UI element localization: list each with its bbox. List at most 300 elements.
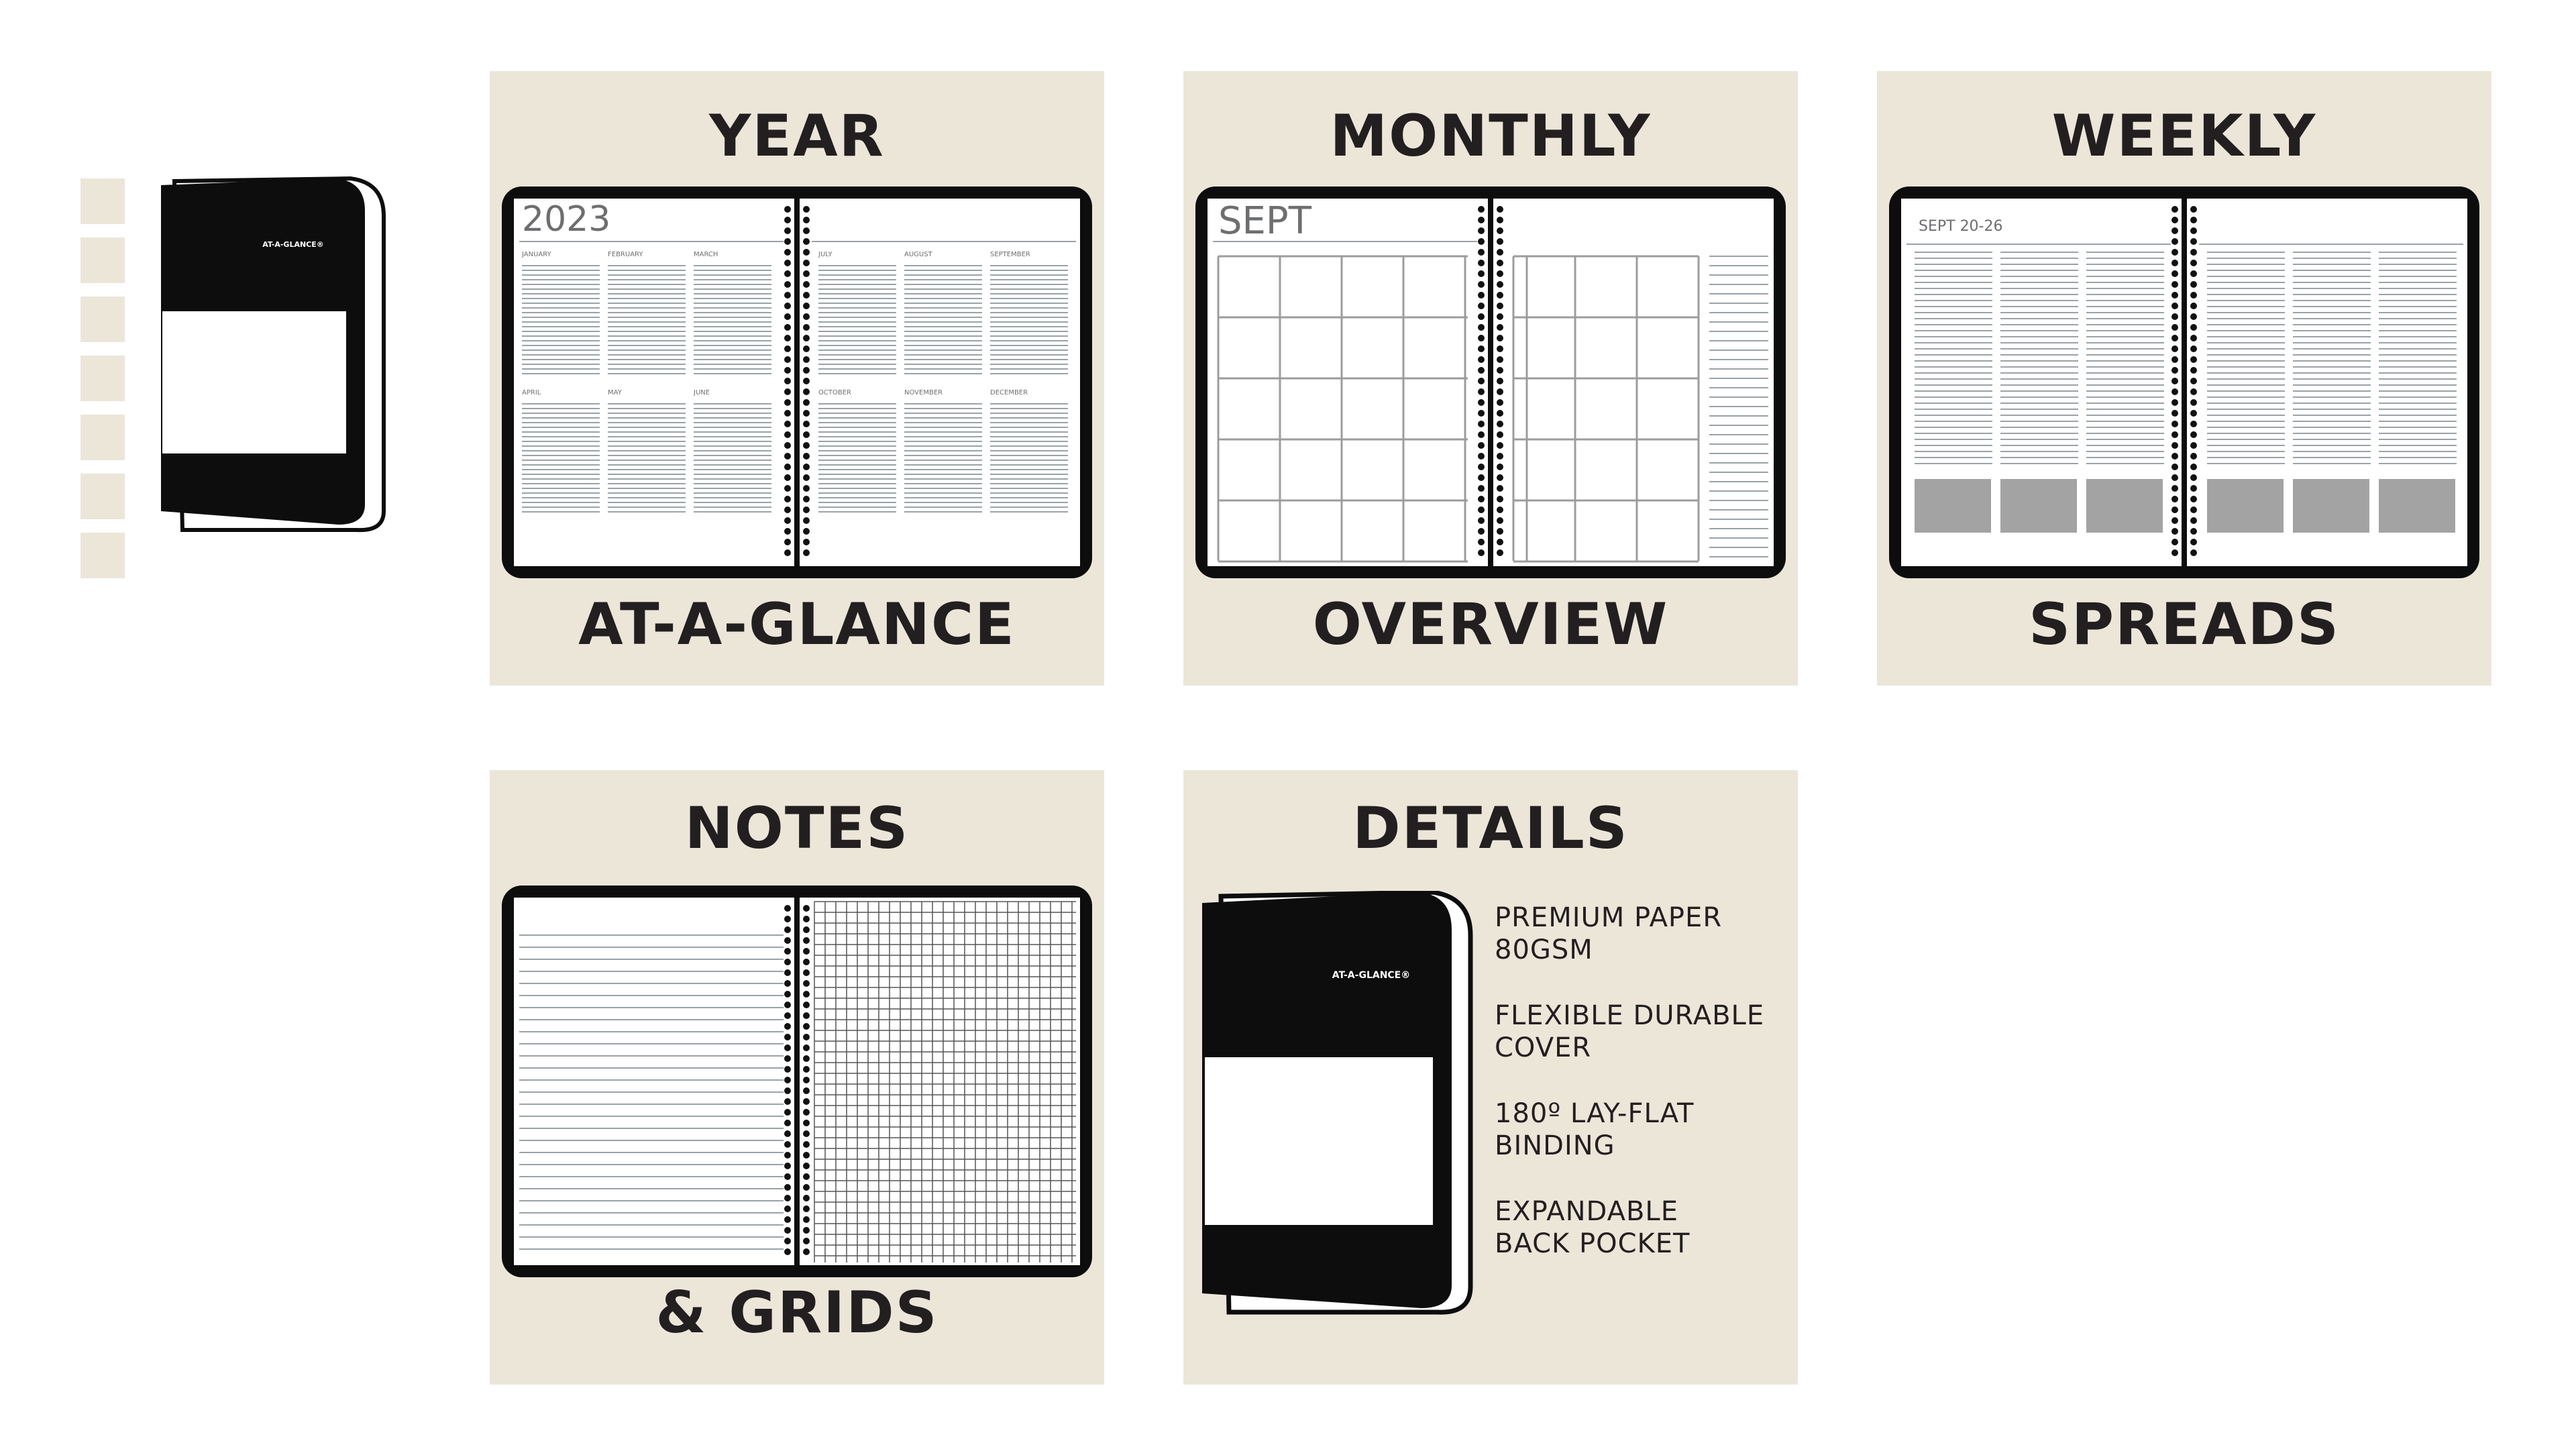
- panel-subtitle: SPREADS: [2029, 591, 2340, 658]
- spiral-ring: [803, 1184, 810, 1191]
- spiral-ring: [2171, 335, 2178, 341]
- spiral-ring: [803, 980, 810, 987]
- panel-subtitle: & GRIDS: [655, 1279, 938, 1346]
- spiral-ring: [784, 1066, 791, 1073]
- spiral-ring: [803, 549, 810, 556]
- spiral-ring: [1478, 335, 1485, 341]
- panel-notes[interactable]: [490, 770, 1104, 1385]
- spiral-ring: [803, 367, 810, 374]
- day-block: [2293, 479, 2369, 533]
- spiral-ring: [784, 217, 791, 223]
- spiral-ring: [2171, 260, 2178, 266]
- month-label: DECEMBER: [990, 389, 1028, 396]
- spiral-ring: [803, 292, 810, 299]
- day-block: [2000, 479, 2077, 533]
- month-label: MARCH: [694, 251, 718, 258]
- spiral-ring: [1497, 345, 1503, 352]
- spiral-ring: [803, 442, 810, 449]
- spiral-ring: [784, 926, 791, 933]
- spiral-ring: [2190, 238, 2197, 245]
- spiral-ring: [2190, 206, 2197, 213]
- spiral-ring: [1497, 506, 1503, 513]
- spiral-ring: [784, 431, 791, 438]
- spiral-ring: [1497, 549, 1503, 556]
- spiral-ring: [803, 378, 810, 384]
- spiral-ring: [1478, 421, 1485, 427]
- spiral-ring: [784, 1195, 791, 1201]
- right-page: [1493, 199, 1774, 566]
- spiral-ring: [803, 431, 810, 438]
- spiral-ring: [784, 905, 791, 912]
- spiral-ring: [784, 528, 791, 535]
- day-block: [2207, 479, 2284, 533]
- day-block: [2379, 479, 2455, 533]
- panel-year[interactable]: [490, 71, 1104, 686]
- week-label: SEPT 20-26: [1919, 218, 2003, 235]
- spiral-ring: [1497, 260, 1503, 266]
- spiral-ring: [1478, 539, 1485, 545]
- spiral-ring: [2171, 270, 2178, 277]
- spiral-ring: [1497, 238, 1503, 245]
- spiral-ring: [1497, 453, 1503, 460]
- planner-cover-detail: [1197, 891, 1485, 1320]
- spiral-ring: [2190, 356, 2197, 363]
- spiral-ring: [2171, 506, 2178, 513]
- spiral-ring: [1497, 292, 1503, 299]
- spiral-ring: [784, 539, 791, 545]
- spiral-ring: [803, 238, 810, 245]
- spiral-ring: [803, 421, 810, 427]
- spiral-ring: [803, 1195, 810, 1201]
- spiral-ring: [2190, 388, 2197, 395]
- spiral-ring: [1497, 356, 1503, 363]
- spiral-ring: [1478, 378, 1485, 384]
- spiral-ring: [784, 1184, 791, 1191]
- spiral-ring: [803, 281, 810, 288]
- spiral-ring: [1497, 217, 1503, 223]
- spiral-ring: [784, 410, 791, 417]
- spiral-ring: [803, 539, 810, 545]
- spiral-ring: [784, 474, 791, 481]
- spiral-ring: [784, 399, 791, 406]
- spiral-ring: [784, 1205, 791, 1212]
- spiral-ring: [784, 421, 791, 427]
- spiral-ring: [803, 1066, 810, 1073]
- spiral-ring: [784, 1120, 791, 1126]
- spiral-ring: [784, 1130, 791, 1137]
- spiral-ring: [803, 496, 810, 502]
- spiral-ring: [803, 937, 810, 944]
- spiral-ring: [1478, 367, 1485, 374]
- spiral-ring: [803, 1034, 810, 1040]
- spiral-ring: [1478, 549, 1485, 556]
- month-label: JUNE: [694, 389, 710, 396]
- spiral-ring: [784, 292, 791, 299]
- spiral-ring: [1478, 356, 1485, 363]
- spiral-ring: [1478, 249, 1485, 256]
- left-page: [514, 199, 797, 566]
- month-label: MAY: [608, 389, 622, 396]
- spiral-ring: [803, 1109, 810, 1116]
- spiral-ring: [784, 442, 791, 449]
- month-label: JANUARY: [522, 251, 551, 258]
- spiral-ring: [2171, 324, 2178, 331]
- spiral-ring: [803, 303, 810, 309]
- spiral-ring: [803, 1216, 810, 1223]
- spiral-ring: [2190, 528, 2197, 535]
- spiral-ring: [803, 410, 810, 417]
- spiral-ring: [784, 937, 791, 944]
- spiral-ring: [803, 356, 810, 363]
- right-page: [800, 199, 1080, 566]
- spiral-ring: [803, 1173, 810, 1180]
- spiral-ring: [803, 485, 810, 492]
- spiral-ring: [2171, 303, 2178, 309]
- panel-title: DETAILS: [1352, 795, 1629, 862]
- spiral-ring: [803, 1098, 810, 1105]
- spiral-ring: [2190, 549, 2197, 556]
- spiral-ring: [2171, 378, 2178, 384]
- spiral-ring: [784, 506, 791, 513]
- spiral-ring: [1497, 303, 1503, 309]
- spiral-ring: [2190, 335, 2197, 341]
- spiral-ring: [2190, 303, 2197, 309]
- spiral-ring: [1478, 453, 1485, 460]
- left-page: [514, 898, 797, 1265]
- spiral-ring: [803, 1120, 810, 1126]
- month-label: SEPTEMBER: [990, 251, 1030, 258]
- thumbnail[interactable]: [80, 178, 125, 224]
- spiral-ring: [1478, 303, 1485, 309]
- spiral-ring: [1478, 313, 1485, 320]
- spiral-ring: [784, 453, 791, 460]
- spiral-ring: [1478, 399, 1485, 406]
- month-label: OCTOBER: [818, 389, 851, 396]
- spiral-ring: [2190, 421, 2197, 427]
- spiral-ring: [1478, 431, 1485, 438]
- spiral-ring: [2171, 217, 2178, 223]
- spiral-ring: [803, 1012, 810, 1019]
- spiral-ring: [2171, 399, 2178, 406]
- spiral-ring: [784, 1044, 791, 1051]
- spiral-ring: [784, 1023, 791, 1030]
- spiral-ring: [784, 1077, 791, 1083]
- spiral-ring: [1497, 410, 1503, 417]
- spiral-ring: [2171, 453, 2178, 460]
- spiral-ring: [2171, 356, 2178, 363]
- spiral-ring: [784, 517, 791, 524]
- spiral-ring: [803, 991, 810, 998]
- thumbnail[interactable]: [80, 415, 125, 460]
- spiral-ring: [1497, 313, 1503, 320]
- spiral-ring: [1478, 345, 1485, 352]
- spiral-ring: [2190, 539, 2197, 545]
- spiral-ring: [2190, 270, 2197, 277]
- spiral-ring: [2171, 367, 2178, 374]
- spiral-ring: [1478, 388, 1485, 395]
- year-label: 2023: [522, 199, 611, 239]
- spiral-ring: [784, 367, 791, 374]
- spiral-ring: [803, 227, 810, 234]
- spiral-ring: [784, 206, 791, 213]
- spiral-ring: [803, 388, 810, 395]
- spiral-ring: [2171, 496, 2178, 502]
- month-label: AUGUST: [904, 251, 932, 258]
- spiral-ring: [1478, 206, 1485, 213]
- thumbnail[interactable]: [80, 533, 125, 578]
- spiral-ring: [1478, 464, 1485, 470]
- panel-subtitle: AT-A-GLANCE: [578, 591, 1016, 658]
- feature-cover: FLEXIBLE DURABLE COVER: [1495, 1000, 1765, 1063]
- spiral-ring: [803, 1087, 810, 1094]
- spiral-ring: [803, 270, 810, 277]
- spiral-ring: [1497, 249, 1503, 256]
- spiral-ring: [2171, 249, 2178, 256]
- spiral-ring: [803, 905, 810, 912]
- panel-monthly[interactable]: [1183, 71, 1798, 686]
- spiral-ring: [1497, 485, 1503, 492]
- spiral-ring: [803, 464, 810, 470]
- spiral-ring: [803, 1248, 810, 1255]
- spiral-ring: [784, 485, 791, 492]
- spiral-ring: [1497, 431, 1503, 438]
- spiral-ring: [2190, 378, 2197, 384]
- spiral-ring: [784, 238, 791, 245]
- spiral-ring: [1497, 335, 1503, 341]
- brand-logo: AT-A-GLANCE®: [1332, 970, 1411, 981]
- spiral-ring: [784, 324, 791, 331]
- spiral-ring: [1478, 260, 1485, 266]
- spiral-ring: [803, 453, 810, 460]
- spiral-ring: [1478, 442, 1485, 449]
- spiral-ring: [2190, 474, 2197, 481]
- panel-title: MONTHLY: [1330, 103, 1652, 170]
- day-block: [2086, 479, 2163, 533]
- month-label: JULY: [818, 251, 833, 258]
- spiral-ring: [784, 335, 791, 341]
- month-label: APRIL: [522, 389, 541, 396]
- spiral-ring: [803, 1002, 810, 1008]
- spiral-ring: [803, 1130, 810, 1137]
- spine: [1488, 199, 1493, 566]
- spiral-ring: [803, 1163, 810, 1169]
- spiral-ring: [784, 969, 791, 976]
- spine: [794, 199, 800, 566]
- spiral-ring: [803, 399, 810, 406]
- spiral-ring: [784, 249, 791, 256]
- spiral-ring: [1478, 227, 1485, 234]
- month-label: SEPT: [1218, 199, 1311, 243]
- spiral-ring: [1478, 485, 1485, 492]
- spiral-ring: [2190, 464, 2197, 470]
- spiral-ring: [784, 388, 791, 395]
- spiral-ring: [784, 916, 791, 922]
- spiral-ring: [784, 1098, 791, 1105]
- spiral-ring: [784, 378, 791, 384]
- spiral-ring: [784, 1216, 791, 1223]
- panel-title: YEAR: [709, 103, 885, 170]
- spiral-ring: [784, 948, 791, 955]
- spiral-ring: [1497, 206, 1503, 213]
- spiral-ring: [2190, 281, 2197, 288]
- spiral-ring: [784, 1227, 791, 1234]
- spiral-ring: [2190, 313, 2197, 320]
- spiral-ring: [803, 1055, 810, 1062]
- spiral-ring: [784, 1055, 791, 1062]
- spiral-ring: [1497, 517, 1503, 524]
- spiral-ring: [1497, 270, 1503, 277]
- spiral-ring: [2171, 549, 2178, 556]
- spiral-ring: [784, 1248, 791, 1255]
- spiral-ring: [2190, 217, 2197, 223]
- spiral-ring: [803, 474, 810, 481]
- panel-title: WEEKLY: [2051, 103, 2317, 170]
- spiral-ring: [784, 1173, 791, 1180]
- spiral-ring: [1497, 399, 1503, 406]
- planner-cover-preview[interactable]: [156, 176, 389, 538]
- panel-weekly[interactable]: [1877, 71, 2491, 686]
- spiral-ring: [803, 1227, 810, 1234]
- spiral-ring: [2171, 238, 2178, 245]
- spiral-ring: [803, 1044, 810, 1051]
- spiral-ring: [1478, 292, 1485, 299]
- spiral-ring: [803, 926, 810, 933]
- spiral-ring: [784, 281, 791, 288]
- spiral-ring: [1478, 517, 1485, 524]
- thumbnail[interactable]: [80, 474, 125, 519]
- spiral-ring: [1478, 496, 1485, 502]
- spine: [2182, 199, 2187, 566]
- right-page: [800, 898, 1080, 1265]
- notes-grid-illustration: [499, 883, 1095, 1280]
- spiral-ring: [2190, 399, 2197, 406]
- spiral-ring: [803, 959, 810, 965]
- spiral-ring: [1478, 281, 1485, 288]
- spiral-ring: [784, 313, 791, 320]
- spiral-ring: [2190, 506, 2197, 513]
- spiral-ring: [1497, 539, 1503, 545]
- spiral-ring: [1497, 388, 1503, 395]
- spiral-ring: [1478, 506, 1485, 513]
- spiral-ring: [1497, 281, 1503, 288]
- spiral-ring: [784, 227, 791, 234]
- spiral-ring: [803, 313, 810, 320]
- spiral-ring: [803, 324, 810, 331]
- spiral-ring: [2171, 206, 2178, 213]
- spiral-ring: [2190, 249, 2197, 256]
- spiral-ring: [784, 959, 791, 965]
- spiral-ring: [1478, 238, 1485, 245]
- spiral-ring: [803, 916, 810, 922]
- spiral-ring: [1478, 410, 1485, 417]
- spiral-ring: [803, 249, 810, 256]
- spiral-ring: [784, 1163, 791, 1169]
- spiral-ring: [1497, 367, 1503, 374]
- spiral-ring: [803, 1205, 810, 1212]
- day-block: [1915, 479, 1991, 533]
- spiral-ring: [803, 1238, 810, 1244]
- year-planner-illustration: [499, 184, 1095, 581]
- panel-subtitle: OVERVIEW: [1312, 591, 1669, 658]
- spiral-ring: [2171, 474, 2178, 481]
- spiral-ring: [803, 506, 810, 513]
- spiral-ring: [803, 335, 810, 341]
- spiral-ring: [803, 1152, 810, 1159]
- feature-paper: PREMIUM PAPER 80GSM: [1495, 902, 1723, 965]
- thumbnail[interactable]: [80, 297, 125, 342]
- spiral-ring: [803, 260, 810, 266]
- spiral-ring: [2171, 539, 2178, 545]
- spiral-ring: [2190, 324, 2197, 331]
- spiral-ring: [2190, 345, 2197, 352]
- thumbnail[interactable]: [80, 237, 125, 283]
- feature-pocket: EXPANDABLE BACK POCKET: [1495, 1196, 1690, 1259]
- month-label: FEBRUARY: [608, 251, 643, 258]
- spiral-ring: [2190, 485, 2197, 492]
- spiral-ring: [1478, 528, 1485, 535]
- spiral-ring: [784, 496, 791, 502]
- spiral-ring: [1497, 464, 1503, 470]
- spiral-ring: [2190, 227, 2197, 234]
- spiral-ring: [784, 1152, 791, 1159]
- spiral-ring: [803, 345, 810, 352]
- spiral-ring: [2190, 410, 2197, 417]
- spine: [794, 898, 800, 1265]
- spiral-ring: [803, 948, 810, 955]
- spiral-ring: [2171, 421, 2178, 427]
- spiral-ring: [2171, 485, 2178, 492]
- panel-details[interactable]: [1183, 770, 1798, 1385]
- spiral-ring: [784, 464, 791, 470]
- spiral-ring: [784, 303, 791, 309]
- spiral-ring: [2171, 345, 2178, 352]
- spiral-ring: [2171, 227, 2178, 234]
- spiral-ring: [2171, 388, 2178, 395]
- panel-title: NOTES: [684, 795, 910, 862]
- spiral-ring: [1497, 496, 1503, 502]
- spiral-ring: [2171, 281, 2178, 288]
- spiral-ring: [784, 1034, 791, 1040]
- spiral-ring: [2190, 260, 2197, 266]
- month-label: NOVEMBER: [904, 389, 943, 396]
- spiral-ring: [803, 217, 810, 223]
- spiral-ring: [784, 270, 791, 277]
- spiral-ring: [784, 1238, 791, 1244]
- spiral-ring: [803, 1023, 810, 1030]
- spiral-ring: [784, 549, 791, 556]
- spiral-ring: [803, 517, 810, 524]
- spiral-ring: [2190, 442, 2197, 449]
- monthly-planner-illustration: [1193, 184, 1788, 581]
- thumbnail[interactable]: [80, 356, 125, 401]
- spiral-ring: [784, 1087, 791, 1094]
- spiral-ring: [2171, 313, 2178, 320]
- spiral-ring: [1497, 474, 1503, 481]
- spiral-ring: [803, 969, 810, 976]
- spiral-ring: [803, 206, 810, 213]
- spiral-ring: [1497, 528, 1503, 535]
- spiral-ring: [784, 260, 791, 266]
- spiral-ring: [784, 1141, 791, 1148]
- spiral-ring: [803, 1141, 810, 1148]
- spiral-ring: [1478, 324, 1485, 331]
- spiral-ring: [803, 528, 810, 535]
- spiral-ring: [2171, 431, 2178, 438]
- spiral-ring: [2190, 367, 2197, 374]
- spiral-ring: [1478, 270, 1485, 277]
- feature-binding: 180º LAY-FLAT BINDING: [1495, 1098, 1695, 1161]
- weekly-planner-illustration: [1886, 184, 2482, 581]
